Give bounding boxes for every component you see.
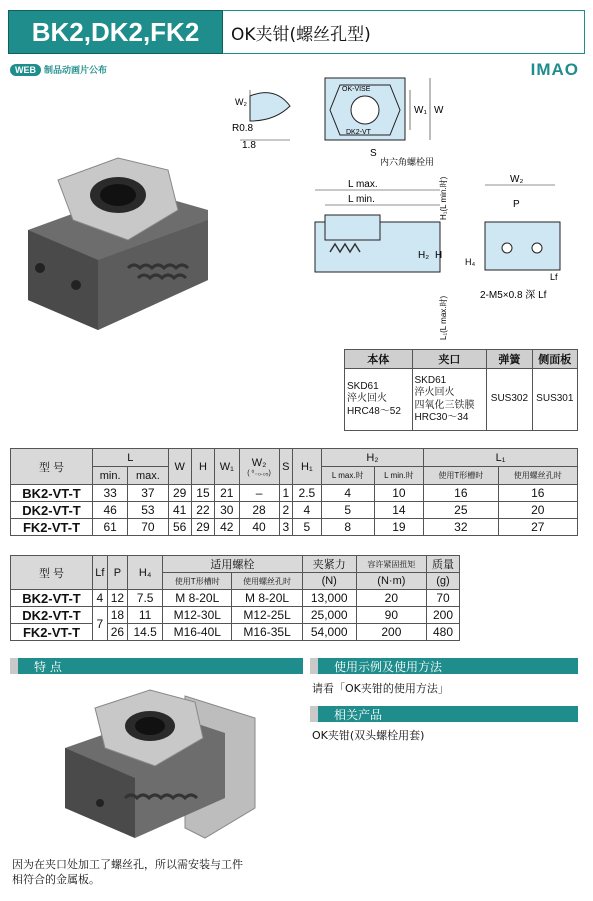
mat-body — [345, 369, 413, 431]
label-hex-bolt: 内六角螺栓用 — [380, 157, 435, 167]
col2-Lf: Lf — [93, 556, 108, 590]
table-cell: M16-40L — [163, 624, 232, 641]
table-cell: 11 — [128, 607, 163, 624]
table-cell: M 8-20L — [163, 590, 232, 607]
section-related — [310, 706, 578, 722]
col-H2: H₂ — [321, 449, 423, 467]
dim-p: P — [513, 199, 520, 210]
dim-s: S — [370, 148, 377, 159]
materials-table — [344, 349, 578, 431]
mat-header-side: 侧面板 — [532, 350, 577, 369]
table-cell: 28 — [239, 502, 279, 519]
col-L1-tslot: 使用T形槽时 — [424, 467, 498, 485]
table-cell: 40 — [239, 519, 279, 536]
table-cell: 4 — [321, 485, 374, 502]
mat-body-line: HRC48～52 — [347, 405, 401, 417]
model-cell: DK2-VT-T — [11, 502, 93, 519]
feature-description — [12, 858, 243, 888]
mat-jaw — [412, 369, 487, 431]
col-L1-screw: 使用螺丝孔时 — [498, 467, 578, 485]
table-cell: 12 — [107, 590, 128, 607]
page-header — [8, 10, 585, 54]
dim-h2: H₂ — [418, 250, 430, 261]
table-cell: 26 — [107, 624, 128, 641]
col2-P: P — [107, 556, 128, 590]
table-cell: 53 — [128, 502, 168, 519]
table-cell: 3 — [279, 519, 293, 536]
table-cell: 25,000 — [302, 607, 356, 624]
web-badge-text: 制品动画片公布 — [44, 66, 108, 76]
col-W2-label: W₂ — [251, 456, 267, 469]
model-cell: BK2-VT-T — [11, 485, 93, 502]
table-cell: 1 — [279, 485, 293, 502]
col-L: L — [93, 449, 169, 467]
col-H: H — [191, 449, 214, 485]
mat-header-jaw: 夹口 — [412, 350, 487, 369]
col2-bolt: 适用螺栓 — [163, 556, 303, 573]
table-cell: – — [239, 485, 279, 502]
col-S: S — [279, 449, 293, 485]
label-dk2vt: DK2-VT — [346, 129, 371, 136]
col-L-min: min. — [93, 467, 128, 485]
label-ok-vise: OK-VISE — [342, 86, 371, 93]
col-model: 型 号 — [11, 449, 93, 485]
dim-h1: H₁(L min.时) — [439, 176, 448, 220]
table-cell: 5 — [293, 519, 322, 536]
table-cell: 61 — [93, 519, 128, 536]
table-cell: 14.5 — [128, 624, 163, 641]
table-row — [11, 624, 460, 641]
table-cell: M12-25L — [232, 607, 302, 624]
mat-body-line: 淬火回火 — [347, 393, 387, 405]
table-cell: M12-30L — [163, 607, 232, 624]
table-cell: 54,000 — [302, 624, 356, 641]
dim-h: H — [435, 250, 443, 261]
dim-lf: Lf — [550, 272, 558, 282]
dim-l1: L₁(L max.时) — [439, 295, 448, 340]
table-cell: 8 — [321, 519, 374, 536]
table-cell: 200 — [356, 624, 426, 641]
table-cell: 16 — [424, 485, 498, 502]
table-cell: 37 — [128, 485, 168, 502]
label-screw-hole: 2-M5×0.8 深 Lf — [480, 290, 547, 301]
related-link[interactable]: OK夹钳(双头螺栓用套) — [312, 729, 425, 742]
table-cell: 21 — [215, 485, 239, 502]
col2-model: 型 号 — [11, 556, 93, 590]
table-row — [11, 502, 578, 519]
table-row — [11, 519, 578, 536]
mat-header-spring: 弹簧 — [487, 350, 532, 369]
product-photo-top — [18, 150, 228, 340]
mat-jaw-line: SKD61 — [414, 374, 447, 386]
feature-text-line: 因为在夹口处加工了螺丝孔，所以需安装与工件 — [12, 858, 243, 871]
brand-logo: IMAO — [530, 60, 579, 79]
table-cell: 2 — [279, 502, 293, 519]
spec-table-dimensions — [10, 448, 578, 536]
table-row — [11, 607, 460, 624]
usage-link[interactable]: 请看「OK夹钳的使用方法」 — [312, 682, 449, 695]
model-cell: FK2-VT-T — [11, 624, 93, 641]
table-cell: 4 — [293, 502, 322, 519]
spec-table-performance — [10, 555, 460, 641]
table-cell: 480 — [426, 624, 459, 641]
dim-18: 1.8 — [242, 140, 256, 151]
top-view-diagram — [230, 60, 470, 170]
table-cell: 16 — [498, 485, 578, 502]
table-cell: 25 — [424, 502, 498, 519]
feature-text-line: 相符合的金属板。 — [12, 872, 100, 886]
table-cell: 7.5 — [128, 590, 163, 607]
table-cell: 56 — [168, 519, 191, 536]
model-names: BK2,DK2,FK2 — [8, 10, 223, 54]
col-W2-tol: ( ⁰₋₀.₀₅) — [247, 469, 271, 477]
mat-side-plate: SUS301 — [532, 369, 577, 431]
table-cell: 32 — [424, 519, 498, 536]
mat-body-line: SKD61 — [347, 380, 379, 392]
bar-marker — [10, 658, 18, 674]
col2-H4: H₄ — [128, 556, 163, 590]
dim-lmin: L min. — [348, 194, 375, 205]
web-pill: WEB — [10, 64, 41, 76]
dim-r08: R0.8 — [232, 123, 254, 134]
mat-jaw-line: 淬火回火 — [414, 387, 455, 398]
col-H1: H₁ — [293, 449, 322, 485]
table-cell: 70 — [426, 590, 459, 607]
section-features-title: 特 点 — [34, 659, 62, 674]
col2-bolt-tslot: 使用T形槽时 — [163, 573, 232, 590]
table-cell: 2.5 — [293, 485, 322, 502]
col2-torque: 容许紧固扭矩 — [356, 556, 426, 573]
table-cell: 20 — [356, 590, 426, 607]
model-cell: FK2-VT-T — [11, 519, 93, 536]
col2-force-unit: (N) — [302, 573, 356, 590]
table-cell: 19 — [374, 519, 423, 536]
table-cell: 13,000 — [302, 590, 356, 607]
dim-h4: H₄ — [465, 257, 476, 267]
mat-header-body: 本体 — [345, 350, 413, 369]
dim-w2b: W₂ — [510, 174, 524, 185]
col2-torque-unit: (N·m) — [356, 573, 426, 590]
col2-bolt-screw: 使用螺丝孔时 — [232, 573, 302, 590]
dim-w1: W₁ — [414, 105, 427, 116]
end-view-diagram — [455, 170, 580, 310]
table-cell: 22 — [191, 502, 214, 519]
table-cell: 29 — [191, 519, 214, 536]
table-cell: 15 — [191, 485, 214, 502]
model-cell: BK2-VT-T — [11, 590, 93, 607]
side-view-diagram — [300, 170, 460, 350]
table-cell: 5 — [321, 502, 374, 519]
table-row — [11, 590, 460, 607]
col-W1: W₁ — [215, 449, 239, 485]
col-L-max: max. — [128, 467, 168, 485]
table-cell: 10 — [374, 485, 423, 502]
table-cell: M 8-20L — [232, 590, 302, 607]
bar-marker — [310, 706, 318, 722]
section-related-title: 相关产品 — [334, 707, 383, 722]
section-usage — [310, 658, 578, 674]
col-W2 — [239, 449, 279, 485]
section-features — [10, 658, 303, 674]
table-cell: 20 — [498, 502, 578, 519]
table-cell: 29 — [168, 485, 191, 502]
table-cell: M16-35L — [232, 624, 302, 641]
bar-marker — [310, 658, 318, 674]
table-cell: 14 — [374, 502, 423, 519]
table-cell: 27 — [498, 519, 578, 536]
col2-force: 夹紧力 — [302, 556, 356, 573]
table-cell: 200 — [426, 607, 459, 624]
table-cell: 90 — [356, 607, 426, 624]
dim-w2: W₂ — [235, 97, 247, 107]
product-photo-bottom — [55, 688, 275, 843]
dim-lmax: L max. — [348, 179, 378, 190]
mat-jaw-line: 四氧化三铁膜 — [414, 399, 475, 411]
dim-w: W — [434, 105, 444, 116]
web-animation-badge[interactable] — [10, 63, 107, 76]
mat-spring: SUS302 — [487, 369, 532, 431]
section-usage-title: 使用示例及使用方法 — [334, 659, 443, 674]
table-cell: 41 — [168, 502, 191, 519]
table-cell: 42 — [215, 519, 239, 536]
col-H2-lmax: L max.时 — [321, 467, 374, 485]
col-L1: L₁ — [424, 449, 578, 467]
col-W: W — [168, 449, 191, 485]
table-cell: 4 — [93, 590, 108, 607]
table-cell: 7 — [93, 607, 108, 641]
table-cell: 33 — [93, 485, 128, 502]
table-cell: 18 — [107, 607, 128, 624]
table-row — [11, 485, 578, 502]
col2-mass: 质量 — [426, 556, 459, 573]
table-cell: 70 — [128, 519, 168, 536]
page-title: OK夹钳(螺丝孔型) — [223, 10, 585, 54]
mat-jaw-line: HRC30～34 — [414, 412, 469, 423]
table-cell: 30 — [215, 502, 239, 519]
table-cell: 46 — [93, 502, 128, 519]
col2-mass-unit: (g) — [426, 573, 459, 590]
model-cell: DK2-VT-T — [11, 607, 93, 624]
col-H2-lmin: L min.时 — [374, 467, 423, 485]
